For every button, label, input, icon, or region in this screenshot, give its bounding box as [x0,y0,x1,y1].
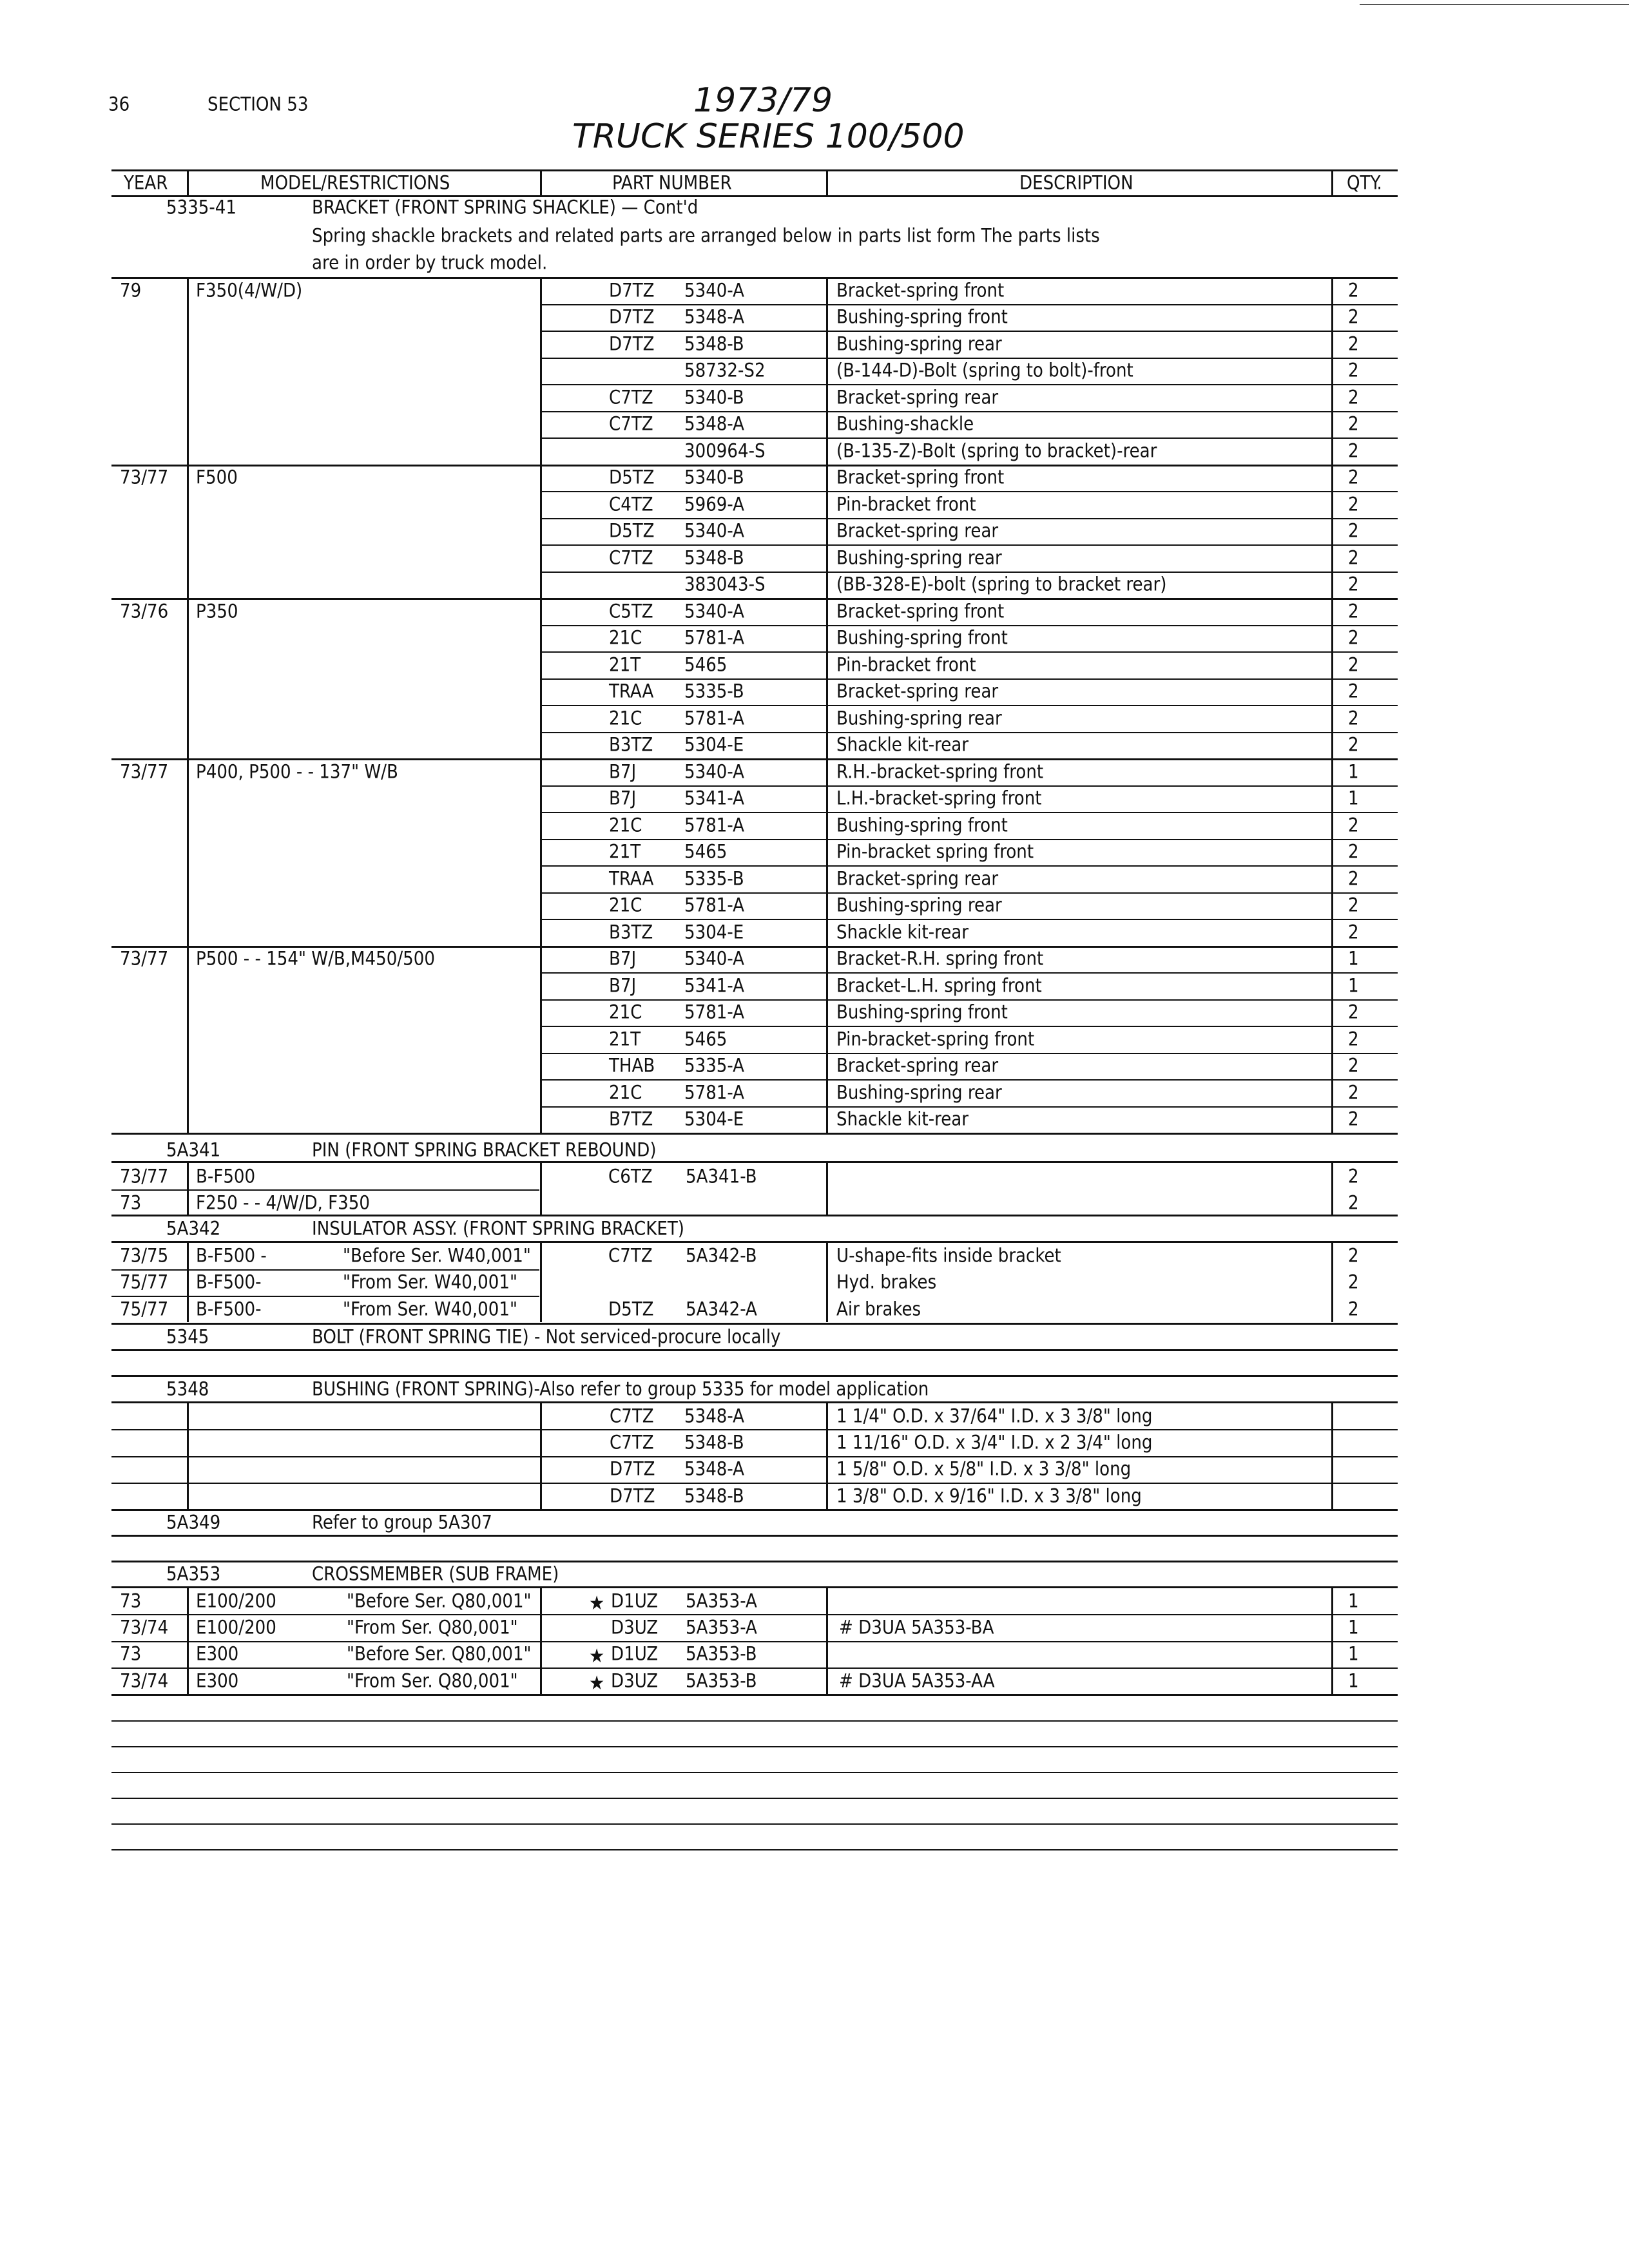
part-number: 5A353-B [686,1669,757,1692]
group-title: CROSSMEMBER (SUB FRAME) [312,1562,559,1585]
row-rule [540,384,1398,385]
row-rule [540,437,1398,439]
row-rule [540,1106,1398,1108]
part-prefix: C5TZ [609,600,653,622]
part-qty: 2 [1348,1001,1359,1023]
row-year: 73 [120,1590,142,1612]
row-restriction: "From Ser. Q80,001" [347,1616,518,1639]
row-rule [540,491,1398,492]
part-qty: 2 [1348,305,1359,328]
row-rule [540,732,1398,733]
part-number: 5340-A [684,760,745,783]
part-number: 5A342-A [686,1298,757,1320]
part-description: Bracket-spring front [836,279,1005,302]
group-title: BRACKET (FRONT SPRING SHACKLE) — Cont'd [312,196,699,218]
row-rule [540,865,1398,867]
part-qty: 1 [1348,1669,1359,1692]
group-code: 5345 [166,1325,209,1348]
row-rule [540,331,1398,332]
row-rule [540,544,1398,546]
col-header-part: PART NUMBER [612,171,732,194]
group-title: Refer to group 5A307 [312,1511,492,1533]
part-prefix: D3UZ [611,1669,659,1692]
model-year: 73/76 [120,600,169,622]
part-qty: 2 [1348,332,1359,355]
part-prefix: C7TZ [609,386,653,408]
part-qty: 2 [1348,653,1359,676]
row-rule [111,1269,539,1271]
part-description: Bracket-spring rear [836,386,999,408]
row-year: 73/74 [120,1616,169,1639]
model-year: 73/77 [120,760,169,783]
part-qty: 1 [1348,1616,1359,1639]
part-qty: 2 [1348,1054,1359,1077]
model-year: 73/77 [120,947,169,970]
part-number: 5A353-B [686,1642,757,1665]
part-prefix: D7TZ [609,305,655,328]
row-rule [540,1026,1398,1027]
part-number: 5465 [684,840,728,863]
column-rule [540,277,542,1133]
row-rule [540,358,1398,359]
row-rule [111,1323,1398,1325]
part-number: 5781-A [684,894,745,916]
part-number: 5335-A [684,1054,745,1077]
part-number: 5335-B [684,680,744,702]
part-prefix: B7J [609,787,637,809]
part-description: Pin-bracket front [836,493,976,515]
row-rule [540,892,1398,894]
part-prefix: B3TZ [609,733,653,756]
part-qty: 2 [1348,1081,1359,1104]
blank-rule [111,1849,1398,1850]
row-model: B-F500 - [196,1244,267,1267]
part-prefix: B3TZ [609,921,653,943]
row-year: 75/77 [120,1271,169,1293]
model-name: P400, P500 - - 137" W/B [196,760,398,783]
part-description: Shackle kit-rear [836,1108,969,1130]
part-description: Bushing-spring front [836,1001,1008,1023]
row-rule [540,705,1398,706]
row-restriction: "Before Ser. Q80,001" [347,1642,532,1665]
part-description: Bracket-spring rear [836,680,999,702]
model-year: 79 [120,279,142,302]
part-qty: 2 [1348,626,1359,649]
part-prefix: 21T [609,1028,641,1050]
part-prefix: 21C [609,814,642,836]
part-description: Bushing-spring rear [836,1081,1002,1104]
row-rule [540,304,1398,305]
part-prefix: C7TZ [610,1405,654,1427]
part-qty: 1 [1348,760,1359,783]
part-description: # D3UA 5A353-AA [839,1669,995,1692]
part-prefix: D5TZ [608,1298,654,1320]
row-rule [111,1429,1398,1430]
part-number: 5A342-B [686,1244,757,1267]
part-qty: 2 [1348,840,1359,863]
part-qty: 2 [1348,733,1359,756]
part-qty: 2 [1348,1028,1359,1050]
part-number: 5A341-B [686,1165,757,1187]
blank-rule [111,1823,1398,1825]
part-prefix: C4TZ [609,493,653,515]
group-title: BOLT (FRONT SPRING TIE) - Not serviced-procure locally [312,1325,781,1348]
row-rule [111,1641,1398,1642]
part-prefix: B7J [609,974,637,997]
column-rule [187,277,189,1133]
part-number: 383043-S [684,573,766,595]
part-number: 5340-A [684,947,745,970]
part-number: 5781-A [684,1081,745,1104]
part-description: Shackle kit-rear [836,921,969,943]
part-description: Bracket-spring rear [836,867,999,890]
part-description: Bushing-spring rear [836,707,1002,729]
part-prefix: C7TZ [608,1244,653,1267]
part-description: U-shape-fits inside bracket [836,1244,1061,1267]
row-qty: 2 [1348,1191,1359,1214]
part-description: Pin-bracket spring front [836,840,1034,863]
part-description: 1 3/8" O.D. x 9/16" I.D. x 3 3/8" long [836,1485,1142,1507]
part-number: 5348-A [684,1457,745,1480]
group-code: 5348 [166,1378,209,1400]
row-year: 73/74 [120,1669,169,1692]
part-prefix: D3UZ [611,1616,659,1639]
part-prefix: 21C [609,626,642,649]
model-block-rule [111,1133,1398,1135]
part-number: 5969-A [684,493,745,515]
part-number: 5340-A [684,519,745,542]
row-rule [111,1456,1398,1457]
row-rule [540,411,1398,412]
part-description: Bracket-spring front [836,600,1005,622]
group-code: 5A349 [166,1511,221,1533]
model-block-rule [111,277,1398,279]
col-header-year: YEAR [124,171,168,194]
row-rule [540,919,1398,920]
row-restriction: "Before Ser. Q80,001" [347,1590,532,1612]
row-model: E300 [196,1669,239,1692]
part-qty: 2 [1348,1108,1359,1130]
page-title-series: TRUCK SERIES 100/500 [572,117,965,156]
row-year: 73/75 [120,1244,169,1267]
group-code: 5A353 [166,1562,221,1585]
part-number: 5304-E [684,1108,744,1130]
part-number: 5341-A [684,974,745,997]
model-block-rule [111,465,1398,466]
group-note: are in order by truck model. [312,251,548,274]
group-note: Spring shackle brackets and related parts are arranged below in parts list form The parts lists [312,224,1100,247]
part-prefix: D7TZ [610,1457,655,1480]
row-year: 73 [120,1642,142,1665]
part-qty: 2 [1348,680,1359,702]
part-qty: 2 [1348,546,1359,569]
part-number: 5340-A [684,279,745,302]
col-header-description: DESCRIPTION [1019,171,1133,194]
part-prefix: THAB [609,1054,655,1077]
col-header-qty: QTY. [1347,171,1382,194]
row-qty: 2 [1348,1165,1359,1187]
part-description: Bushing-spring rear [836,332,1002,355]
row-restriction: "From Ser. W40,001" [343,1298,517,1320]
col-header-model: MODEL/RESTRICTIONS [260,171,450,194]
row-year: 75/77 [120,1298,169,1320]
part-description: Hyd. brakes [836,1271,937,1293]
blank-rule [111,1798,1398,1799]
part-qty: 1 [1348,787,1359,809]
part-prefix: D5TZ [609,466,655,488]
group-code: 5A342 [166,1217,221,1240]
part-qty: 2 [1348,1271,1359,1293]
row-rule [111,1614,1398,1615]
blank-rule [111,1720,1398,1722]
row-model: B-F500- [196,1298,262,1320]
part-prefix: D7TZ [609,279,655,302]
row-year: 73/77 [120,1165,169,1187]
part-number: 5348-B [684,332,744,355]
part-number: 5A353-A [686,1616,757,1639]
star-icon: ★ [589,1591,605,1615]
part-description: 1 5/8" O.D. x 5/8" I.D. x 3 3/8" long [836,1457,1132,1480]
part-number: 5304-E [684,921,744,943]
part-prefix: D7TZ [610,1485,655,1507]
part-qty: 2 [1348,412,1359,435]
scan-edge-line [1360,4,1629,5]
part-number: 5348-B [684,546,744,569]
part-description: # D3UA 5A353-BA [839,1616,994,1639]
part-prefix: TRAA [609,867,654,890]
page-number: 36 [108,93,130,115]
part-number: 300964-S [684,439,766,462]
column-rule [826,277,828,1133]
row-model: E100/200 [196,1616,276,1639]
part-qty: 1 [1348,1642,1359,1665]
part-number: 5304-E [684,733,744,756]
row-rule [540,785,1398,787]
row-model: B-F500- [196,1271,262,1293]
part-prefix: D5TZ [609,519,655,542]
model-year: 73/77 [120,466,169,488]
model-name: P500 - - 154" W/B,M450/500 [196,947,435,970]
part-qty: 2 [1348,921,1359,943]
part-number: 5340-A [684,600,745,622]
part-prefix: B7J [609,947,637,970]
row-model: E300 [196,1642,239,1665]
part-qty: 1 [1348,974,1359,997]
row-model: F250 - - 4/W/D, F350 [196,1191,370,1214]
star-icon: ★ [589,1645,605,1668]
page-title-years: 1973/79 [693,81,833,120]
part-number: 5348-A [684,412,745,435]
part-prefix: 21C [609,1081,642,1104]
part-qty: 2 [1348,466,1359,488]
part-description: (B-144-D)-Bolt (spring to bolt)-front [836,359,1133,381]
part-description: 1 1/4" O.D. x 37/64" I.D. x 3 3/8" long [836,1405,1153,1427]
group-code: 5A341 [166,1139,221,1161]
part-description: Bushing-spring front [836,814,1008,836]
row-rule [540,625,1398,626]
part-description: Bushing-spring front [836,626,1008,649]
part-qty: 2 [1348,359,1359,381]
part-prefix: D7TZ [609,332,655,355]
model-block-rule [111,598,1398,600]
part-number: 5348-A [684,305,745,328]
row-rule [540,972,1398,974]
row-restriction: "Before Ser. W40,001" [343,1244,531,1267]
part-qty: 2 [1348,279,1359,302]
part-description: Bracket-spring rear [836,1054,999,1077]
part-prefix: D1UZ [611,1642,659,1665]
part-description: Pin-bracket front [836,653,976,676]
row-rule [111,1483,1398,1484]
part-qty: 2 [1348,894,1359,916]
part-number: 5340-B [684,386,744,408]
part-number: 5348-B [684,1485,744,1507]
row-rule [111,1509,1398,1511]
row-rule [540,518,1398,519]
part-description: Bracket-spring front [836,466,1005,488]
row-rule [540,839,1398,840]
part-description: Bushing-spring rear [836,546,1002,569]
row-rule [540,1053,1398,1054]
group-code: 5335-41 [166,196,236,218]
part-prefix: C6TZ [608,1165,653,1187]
part-description: R.H.-bracket-spring front [836,760,1044,783]
group-title: BUSHING (FRONT SPRING)-Also refer to group 5335 for model application [312,1378,929,1400]
row-year: 73 [120,1191,142,1214]
part-qty: 2 [1348,493,1359,515]
group-title: PIN (FRONT SPRING BRACKET REBOUND) [312,1139,657,1161]
section-label: SECTION 53 [207,93,309,115]
part-number: 5335-B [684,867,744,890]
part-description: Pin-bracket-spring front [836,1028,1035,1050]
part-prefix: 21C [609,894,642,916]
part-qty: 1 [1348,1590,1359,1612]
row-rule [111,1296,539,1297]
part-prefix: C7TZ [609,546,653,569]
part-number: 5781-A [684,814,745,836]
part-number: 5465 [684,653,728,676]
part-prefix: 21T [609,840,641,863]
part-qty: 2 [1348,519,1359,542]
part-description: (BB-328-E)-bolt (spring to bracket rear) [836,573,1167,595]
part-qty: 2 [1348,867,1359,890]
group-title: INSULATOR ASSY. (FRONT SPRING BRACKET) [312,1217,684,1240]
part-qty: 1 [1348,947,1359,970]
header-bottom-rule [111,195,1398,197]
row-rule [540,651,1398,653]
row-restriction: "From Ser. Q80,001" [347,1669,518,1692]
part-prefix: 21C [609,1001,642,1023]
row-rule [540,572,1398,573]
part-description: Bushing-shackle [836,412,974,435]
part-prefix: B7TZ [609,1108,653,1130]
model-name: P350 [196,600,238,622]
part-number: 5A353-A [686,1590,757,1612]
blank-rule [111,1772,1398,1773]
star-icon: ★ [589,1671,605,1695]
row-model: B-F500 [196,1165,256,1187]
row-rule [540,812,1398,813]
part-description: Bracket-L.H. spring front [836,974,1042,997]
part-description: Bushing-spring rear [836,894,1002,916]
blank-rule [111,1746,1398,1747]
part-qty: 2 [1348,814,1359,836]
part-description: Bracket-R.H. spring front [836,947,1044,970]
row-rule [111,1667,1398,1669]
row-rule [540,678,1398,680]
model-name: F350(4/W/D) [196,279,303,302]
part-qty: 2 [1348,386,1359,408]
row-rule [111,1694,1398,1696]
part-number: 58732-S2 [684,359,766,381]
part-description: Air brakes [836,1298,921,1320]
part-description: L.H.-bracket-spring front [836,787,1042,809]
part-number: 5781-A [684,707,745,729]
part-description: Shackle kit-rear [836,733,969,756]
part-number: 5341-A [684,787,745,809]
part-prefix: C7TZ [610,1431,654,1454]
part-prefix: TRAA [609,680,654,702]
part-description: Bushing-spring front [836,305,1008,328]
part-prefix: 21T [609,653,641,676]
part-number: 5348-B [684,1431,744,1454]
part-prefix: B7J [609,760,637,783]
part-qty: 2 [1348,707,1359,729]
model-name: F500 [196,466,238,488]
part-number: 5781-A [684,1001,745,1023]
part-qty: 2 [1348,573,1359,595]
part-number: 5781-A [684,626,745,649]
column-rule [1331,277,1333,1133]
part-description: 1 11/16" O.D. x 3/4" I.D. x 2 3/4" long [836,1431,1153,1454]
row-rule [540,999,1398,1001]
part-number: 5340-B [684,466,744,488]
part-number: 5465 [684,1028,728,1050]
row-rule [540,1079,1398,1081]
part-qty: 2 [1348,439,1359,462]
part-qty: 2 [1348,1244,1359,1267]
row-model: E100/200 [196,1590,276,1612]
part-prefix: 21C [609,707,642,729]
row-restriction: "From Ser. W40,001" [343,1271,517,1293]
part-qty: 2 [1348,1298,1359,1320]
part-description: Bracket-spring rear [836,519,999,542]
part-description: (B-135-Z)-Bolt (spring to bracket)-rear [836,439,1157,462]
part-number: 5348-A [684,1405,745,1427]
part-prefix: C7TZ [609,412,653,435]
part-prefix: D1UZ [611,1590,659,1612]
part-qty: 2 [1348,600,1359,622]
